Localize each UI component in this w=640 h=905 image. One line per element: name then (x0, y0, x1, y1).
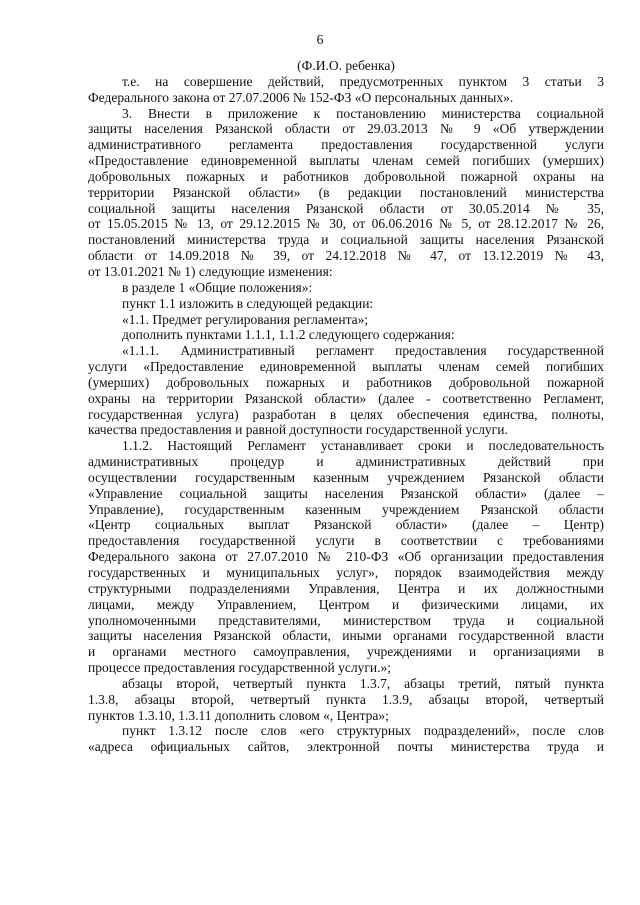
text-line: осуществлении государственным казенным учреждением Рязанской области (88, 469, 604, 485)
text-line: уполномоченными представителями, министерством труда и социальной (88, 612, 604, 628)
text-line: «адреса официальных сайтов, электронной почты министерства труда и (88, 739, 604, 755)
text-line: государственных и муниципальных услуг», порядок взаимодействия между (88, 565, 604, 580)
text-line: т.е. на совершение действий, предусмотренных пунктом 3 статьи 3 (122, 73, 604, 89)
text-line: от 13.01.2021 № 1) следующие изменения: (88, 263, 333, 279)
text-line: административных процедур и административных действий при (88, 454, 604, 470)
text-line: предоставления государственной услуги в соответствии с требованиями (88, 533, 604, 549)
text-line: «Предоставление единовременной выплаты членам семей погибших (умерших) (88, 153, 604, 169)
text-line: (умерших) добровольных пожарных и работников добровольной пожарной (88, 374, 604, 390)
text-line: территории Рязанской области» (в редакции постановлений министерства (88, 184, 604, 200)
text-line: пункт 1.1 изложить в следующей редакции: (122, 295, 374, 311)
text-line: структурными подразделениями Управления, Центра и их должностными (88, 580, 604, 596)
text-line: пунктов 1.3.10, 1.3.11 дополнить словом «, Центра»; (88, 707, 389, 723)
document-body (88, 58, 604, 755)
text-line: области от 14.09.2018 № 39, от 24.12.2018 № 47, от 13.12.2019 № 43, (88, 248, 604, 264)
text-line: Управление), государственным казенным учреждением Рязанской области (88, 501, 604, 517)
text-line: государственная услуга) разработан в целях обеспечения единства, полноты, (88, 406, 604, 422)
text-line: и органами местного самоуправления, учреждениями и организациями в (88, 644, 604, 660)
text-line: «1.1.1. Административный регламент предоставления государственной (122, 343, 604, 359)
text-line: 3. Внести в приложение к постановлению министерства социальной (122, 105, 604, 121)
text-line: добровольных пожарных и работников добровольной пожарной охраны на (88, 168, 604, 184)
text-line: защиты населения Рязанской области от 29.03.2013 № 9 «Об утверждении (88, 121, 604, 137)
text-line: абзацы второй, четвертый пункта 1.3.7, абзацы третий, пятый пункта (122, 675, 604, 691)
text-line: 1.3.8, абзацы второй, четвертый пункта 1.3.9, абзацы второй, четвертый (88, 691, 604, 707)
text-line: административного регламента предоставления государственной услуги (88, 137, 604, 153)
text-line: пункт 1.3.12 после слов «его структурных подразделений», после слов (122, 723, 604, 739)
page-number: 6 (316, 32, 324, 47)
text-line: Федерального закона от 27.07.2006 № 152-ФЗ «О персональных данных». (88, 89, 514, 105)
text-line: Федерального закона от 27.07.2010 № 210-ФЗ «Об организации предоставления (88, 549, 604, 565)
text-line: лицами, между Управлением, Центром и физическими лицами, их (88, 596, 604, 612)
text-line: качества предоставления и равной доступности государственной услуги. (88, 422, 508, 438)
text-line: 1.1.2. Настоящий Регламент устанавливает сроки и последовательность (122, 438, 604, 454)
text-line: «Управление социальной защиты населения Рязанской области» (далее – (88, 485, 604, 501)
text-line: постановлений министерства труда и социальной защиты населения Рязанской (88, 232, 604, 248)
text-line: «Центр социальных выплат Рязанской области» (далее – Центр) (88, 517, 604, 533)
text-line: дополнить пунктами 1.1.1, 1.1.2 следующего содержания: (122, 327, 455, 343)
text-line: социальной защиты населения Рязанской области от 30.05.2014 № 35, (88, 200, 604, 216)
text-line: в разделе 1 «Общие положения»: (122, 279, 313, 295)
text-line: охраны на территории Рязанской области» (далее - соответственно Регламент, (88, 390, 604, 406)
text-line: процессе предоставления государственной услуги.»; (88, 660, 391, 676)
text-line: от 15.05.2015 № 13, от 29.12.2015 № 30, от 06.06.2016 № 5, от 28.12.2017 № 26, (88, 216, 604, 232)
text-line: «1.1. Предмет регулирования регламента»; (122, 311, 369, 327)
text-line: (Ф.И.О. ребенка) (297, 58, 395, 73)
text-line: защиты населения Рязанской области, иными органами государственной власти (88, 628, 604, 644)
text-line: услуги «Предоставление единовременной выплаты членам семей погибших (88, 359, 604, 375)
